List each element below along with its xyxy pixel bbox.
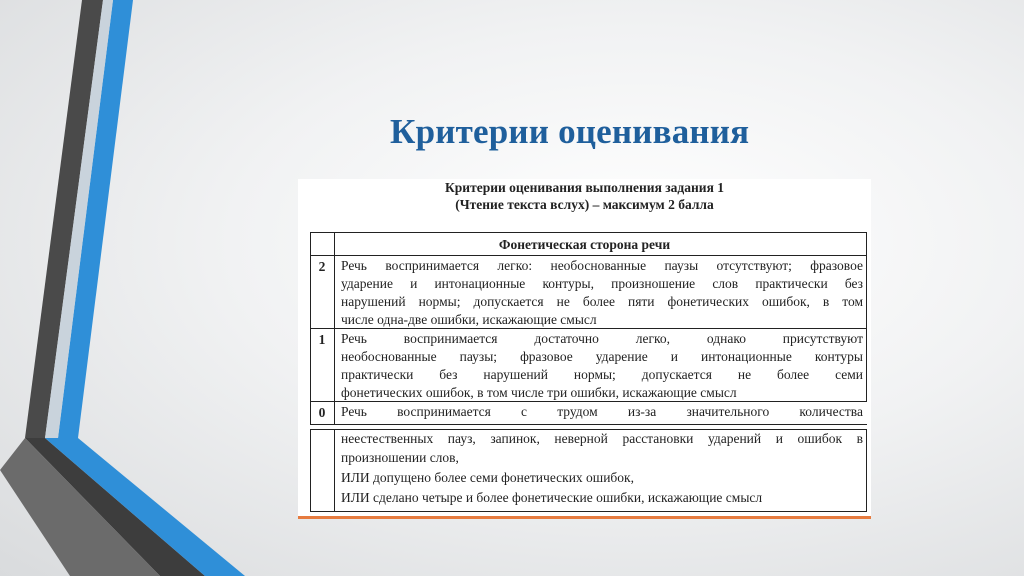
table-border [310,429,311,511]
row-text-line: фонетических ошибок, в том числе три ошибки, искажающие смысл [341,385,737,400]
continuation-line: неестественных пауз, запинок, неверной расстановки ударений и ошибок в [341,431,863,446]
row-text-line: ударение и интонационные контуры, произношение слов практически без [341,276,863,291]
table-border [310,424,867,425]
table-border [334,429,335,511]
continuation-line: ИЛИ сделано четыре и более фонетические ошибки, искажающие смысл [341,490,763,505]
table-border [334,232,335,424]
row-text-line: числе одна-две ошибки, искажающие смысл [341,312,597,327]
row-score: 2 [318,259,326,274]
row-text-line: Речь воспринимается с трудом из-за значительного количества [341,404,863,419]
row-score: 1 [318,332,326,347]
row-text-line: Речь воспринимается легко: необоснованные паузы отсутствуют; фразовое [341,258,863,273]
criteria-table-scan [298,179,871,519]
table-border [310,511,867,512]
continuation-line: ИЛИ допущено более семи фонетических ошибок, [341,470,634,485]
table-border [310,255,867,256]
table-border [866,429,867,511]
table-border [866,232,867,402]
row-text-line: нарушений нормы; допускается не более пяти фонетических ошибок, в том [341,294,863,309]
column-header: Фонетическая сторона речи [498,237,671,252]
slide-title: Критерии оценивания [390,112,750,151]
row-text-line: необоснованные паузы; фразовое ударение и интонационные контуры [341,349,863,364]
row-text-line: Речь воспринимается достаточно легко, однако присутствуют [341,331,863,346]
row-text-line: практически без нарушений нормы; допускается не более семи [341,367,863,382]
table-heading-line-1: Критерии оценивания выполнения задания 1 [445,180,724,195]
row-score: 0 [318,405,326,420]
table-border [310,232,867,233]
continuation-line: произношении слов, [341,450,459,465]
table-heading-line-2: (Чтение текста вслух) – максимум 2 балла [455,197,714,212]
